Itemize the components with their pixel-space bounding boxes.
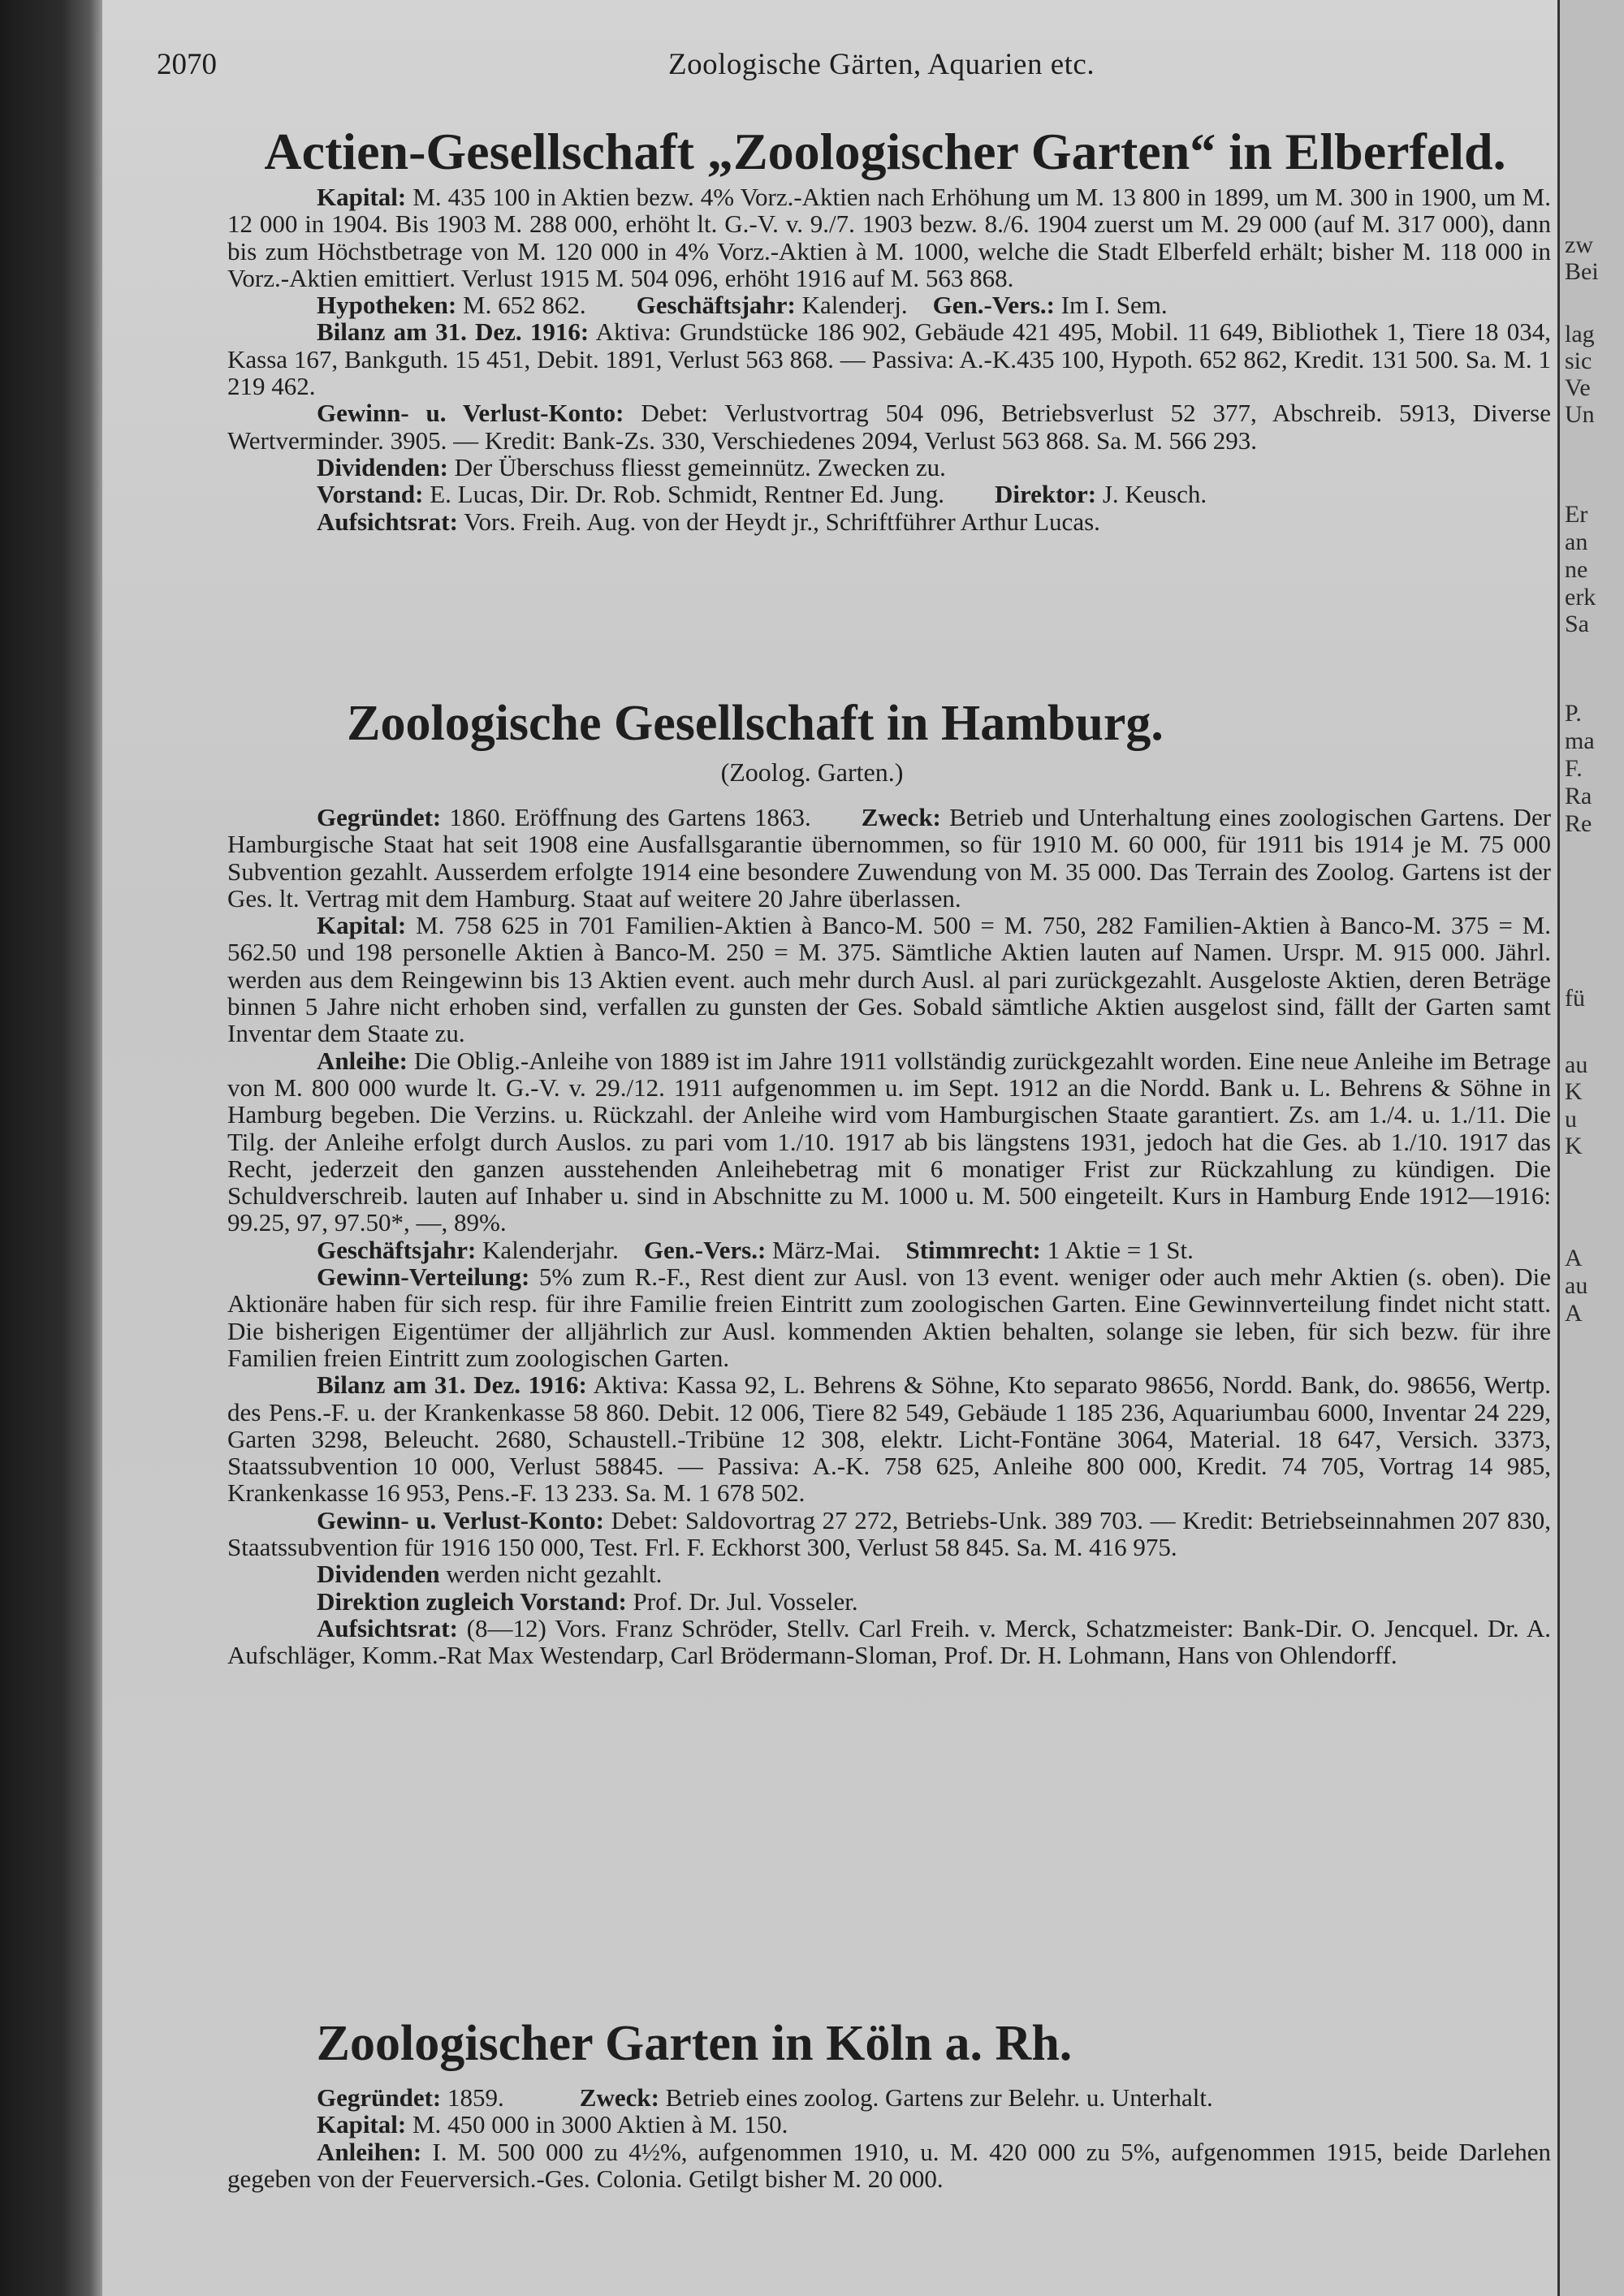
- label: Dividenden: [317, 1560, 440, 1589]
- label: Gegründet:: [317, 803, 442, 831]
- text: M. 758 625 in 701 Familien-Aktien à Banco-M. 500 = M. 750, 282 Familien-Aktien à Banco-M. 375 = M. 562.50 und 198 personelle Aktien à Banco-M. 250 = M. 375. Sämtliche Aktien lauten auf Namen. Urspr. M. 915 000. Jährl. werden aus dem Reingewinn bis 13 Aktien event. auch mehr durch Ausl. al pari zurückgezahlt. Ausgeloste Aktien, deren Beträge binnen 5 Jahre nicht erhoben sind, verfallen zu gunsten der Ges. Sobald sämtliche Aktien ausgelost sind, fällt der Garten samt Inventar dem Staate zu.: [227, 911, 1552, 1048]
- text: M. 435 100 in Aktien bezw. 4% Vorz.-Aktien nach Erhöhung um M. 13 800 in 1899, um M. 300 in 1900, um M. 12 000 in 1904. Bis 1903 M. 288 000, erhöht lt. G.-V. v. 9./7. 1903 bezw. 8./6. 1904 zuerst um M. 29 000 (auf M. 317 000), dann bis zum Höchstbetrage von M. 120 000 in 4% Vorz.-Aktien à M. 1000, welche die Stadt Elberfeld erhält; bisher M. 118 000 in Vorz.-Aktien emittiert. Verlust 1915 M. 504 096, erhöht 1916 auf M. 563 868.: [227, 183, 1551, 292]
- label: Hypotheken:: [317, 291, 457, 320]
- text: Prof. Dr. Jul. Vosseler.: [633, 1586, 858, 1616]
- text: 1 Aktie = 1 St.: [1047, 1235, 1194, 1264]
- adjacent-page-fragment: Re: [1565, 810, 1592, 837]
- adjacent-page-fragment: ne: [1565, 556, 1588, 583]
- text: M. 652 862.: [463, 291, 586, 320]
- label: Anleihen:: [317, 2137, 422, 2166]
- adjacent-page-fragment: lag: [1565, 321, 1595, 347]
- text: Im I. Sem.: [1060, 291, 1168, 320]
- label: Aufsichtsrat:: [317, 507, 458, 536]
- paragraph-bilanz: [227, 318, 1551, 399]
- text: Debet: Saldovortrag 27 272, Betriebs-Unk. 389 703. — Kredit: Betriebseinnahmen 207 830, Staatssubvention für 1916 150 000, Test. Frl. F. Eckhorst 300, Verlust 58 845. Sa. M. 416 975.: [227, 1505, 1552, 1562]
- label: Bilanz am 31. Dez. 1916:: [317, 1370, 587, 1400]
- adjacent-page-fragment: Ve: [1565, 374, 1591, 401]
- adjacent-page-fragment: Sa: [1565, 611, 1589, 637]
- text: I. M. 500 000 zu 4½%, aufgenommen 1910, u. M. 420 000 zu 5%, aufgenommen 1915, beide Darlehen gegeben von der Feuerversich.-Ges. Colonia. Getilgt bisher M. 20 000.: [227, 2137, 1551, 2193]
- adjacent-page-fragment: sic: [1565, 347, 1592, 374]
- text: Vors. Freih. Aug. von der Heydt jr., Schriftführer Arthur Lucas.: [464, 507, 1100, 536]
- label: Direktion zugleich Vorstand:: [317, 1586, 627, 1616]
- text: E. Lucas, Dir. Dr. Rob. Schmidt, Rentner Ed. Jung.: [430, 480, 944, 509]
- text: Debet: Verlustvortrag 504 096, Betriebsverlust 52 377, Abschreib. 5913, Diverse Wertverminder. 3905. — Kredit: Bank-Zs. 330, Verschiedenes 2094, Verlust 563 868. Sa. M. 566 293.: [227, 399, 1552, 455]
- book-spine-shadow: [0, 0, 102, 2296]
- label: Gewinn-Verteilung:: [317, 1262, 530, 1292]
- adjacent-page-edge: [1557, 0, 1624, 2296]
- text: März-Mai.: [772, 1235, 881, 1264]
- label: Geschäftsjahr:: [317, 1235, 477, 1264]
- text: 1859.: [447, 2083, 504, 2112]
- text: werden nicht gezahlt.: [446, 1560, 663, 1589]
- label: Geschäftsjahr:: [636, 291, 796, 320]
- paragraph-direktion: [227, 1588, 1551, 1615]
- label: Kapital:: [317, 2110, 407, 2139]
- paragraph-kapital: [227, 183, 1551, 291]
- paragraph-geschaeftsjahr: [227, 1236, 1551, 1263]
- text: Der Überschuss fliesst gemeinnütz. Zwecken zu.: [454, 452, 946, 481]
- adjacent-page-fragment: A: [1565, 1245, 1583, 1271]
- text: Aktiva: Grundstücke 186 902, Gebäude 421 495, Mobil. 11 649, Bibliothek 1, Tiere 18 034, Kassa 167, Bankguth. 15 451, Debit. 1891, Verlust 563 868. — Passiva: A.-K.435 100, Hypoth. 652 862, Kredit. 131 500. Sa. M. 1 219 462.: [227, 317, 1551, 401]
- text: J. Keusch.: [1102, 480, 1207, 509]
- label: Direktor:: [994, 480, 1097, 509]
- paragraph-aufsichtsrat: [227, 508, 1551, 535]
- label: Gegründet:: [317, 2083, 442, 2112]
- text: Kalenderj.: [801, 291, 908, 320]
- adjacent-page-fragment: ma: [1565, 727, 1595, 754]
- paragraph-anleihen: [227, 2138, 1551, 2193]
- label: Gewinn- u. Verlust-Konto:: [317, 399, 624, 428]
- section-body-hamburg: [227, 804, 1551, 1669]
- paragraph-gegruendet: [227, 804, 1551, 912]
- section-body-koeln: [227, 2084, 1551, 2192]
- adjacent-page-fragment: an: [1565, 529, 1588, 555]
- adjacent-page-fragment: F.: [1565, 755, 1583, 782]
- text: 5% zum R.-F., Rest dient zur Ausl. von 13 event. weniger oder auch mehr Aktien (s. oben). Die Aktionäre haben für sich resp. für ihre Familie freien Eintritt zum zoologischen Garten. Eine Gewinnverteilung findet nicht statt. Die bisherigen Eigentümer der alljährlich zur Ausl. kommenden Aktien behalten, solange sie leben, für sich bezw. für ihre Familien freien Eintritt zum zoologischen Garten.: [227, 1262, 1551, 1372]
- adjacent-page-fragment: Bei: [1565, 258, 1599, 285]
- adjacent-page-fragment: u: [1565, 1106, 1577, 1133]
- label: Gen.-Vers.:: [932, 291, 1055, 320]
- section-subtitle-hamburg: (Zoolog. Garten.): [720, 757, 904, 787]
- paragraph-dividenden: [227, 1560, 1551, 1587]
- label: Anleihe:: [317, 1046, 408, 1075]
- text: Betrieb eines zoolog. Gartens zur Belehr. u. Unterhalt.: [665, 2083, 1213, 2112]
- paragraph-vorstand: [227, 481, 1551, 507]
- label: Dividenden:: [317, 452, 448, 481]
- paragraph-guv: [227, 399, 1551, 454]
- paragraph-kapital: [227, 912, 1551, 1047]
- section-title-hamburg: Zoologische Gesellschaft in Hamburg.: [347, 696, 1164, 751]
- section-title-koeln: Zoologischer Garten in Köln a. Rh.: [316, 2016, 1073, 2071]
- page-number: 2070: [157, 48, 217, 81]
- section-title-elberfeld: Actien-Gesellschaft „Zoologischer Garten“ in Elberfeld.: [264, 123, 1506, 180]
- running-title: Zoologische Gärten, Aquarien etc.: [668, 48, 1095, 81]
- text: (8—12) Vors. Franz Schröder, Stellv. Carl Freih. v. Merck, Schatzmeister: Bank-Dir. O. Jencquel. Dr. A. Aufschläger, Komm.-Rat Max Westendarp, Carl Brödermann-Sloman, Prof. Dr. H. Lohmann, Hans von Ohlendorff.: [227, 1613, 1551, 1670]
- adjacent-page-fragment: P.: [1565, 700, 1582, 727]
- text: Kalenderjahr.: [482, 1235, 619, 1264]
- paragraph-gewinnverteilung: [227, 1263, 1551, 1371]
- paragraph-dividenden: [227, 454, 1551, 481]
- adjacent-page-fragment: au: [1565, 1051, 1588, 1078]
- label: Vorstand:: [317, 480, 424, 509]
- paragraph-kapital: [227, 2111, 1551, 2138]
- label: Kapital:: [317, 183, 407, 211]
- section-body-elberfeld: [227, 183, 1551, 535]
- text: Betrieb und Unterhaltung eines zoologischen Gartens. Der Hamburgische Staat hat seit 1908 eine Ausfallsgarantie übernommen, so für 1910 M. 60 000, für 1911 bis 1914 je M. 75 000 Subvention gezahlt. Ausserdem erfolgte 1914 eine besondere Zuwendung von M. 35 000. Das Terrain des Zoolog. Gartens ist der Ges. lt. Vertrag mit dem Hamburg. Staat auf weitere 20 Jahre überlassen.: [227, 803, 1552, 913]
- adjacent-page-fragment: au: [1565, 1272, 1588, 1299]
- paragraph-gegruendet: [227, 2084, 1551, 2111]
- text: M. 450 000 in 3000 Aktien à M. 150.: [412, 2110, 788, 2139]
- adjacent-page-fragment: Ra: [1565, 783, 1592, 809]
- adjacent-page-fragment: K: [1565, 1078, 1583, 1105]
- paragraph-guv: [227, 1507, 1551, 1561]
- adjacent-page-fragment: erk: [1565, 584, 1596, 611]
- adjacent-page-fragment: A: [1565, 1300, 1583, 1327]
- label: Bilanz am 31. Dez. 1916:: [317, 317, 590, 347]
- text: Aktiva: Kassa 92, L. Behrens & Söhne, Kto separato 98656, Nordd. Bank, do. 98656, Wertp. des Pens.-F. u. der Krankenkasse 58 860. Debit. 12 006, Tiere 82 549, Gebäude 1 185 236, Aquariumbau 6000, Inventar 24 229, Garten 3298, Beleucht. 2680, Schaustell.-Tribüne 12 308, elektr. Licht-Fontäne 3064, Material. 18 647, Versich. 3373, Staatssubvention 10 000, Verlust 58845. — Passiva: A.-K. 758 625, Anleihe 800 000, Kredit. 74 705, Vortrag 14 985, Krankenkasse 16 953, Pens.-F. 13 233. Sa. M. 1 678 502.: [227, 1370, 1551, 1508]
- label: Gen.-Vers.:: [643, 1235, 767, 1264]
- adjacent-page-fragment: K: [1565, 1133, 1583, 1159]
- text: Die Oblig.-Anleihe von 1889 ist im Jahre 1911 vollständig zurückgezahlt worden. Eine neue Anleihe im Betrage von M. 800 000 wurde lt. G.-V. v. 29./12. 1911 aufgenommen u. im Sept. 1912 an die Nordd. Bank u. L. Behrens & Söhne in Hamburg begeben. Die Verzins. u. Rückzahl. der Anleihe wird vom Hamburgischen Staate garantiert. Zs. am 1./4. u. 1./11. Die Tilg. der Anleihe erfolgt durch Auslos. zu pari vom 1./10. 1917 ab bis längstens 1931, jedoch hat die Ges. ab 1./10. 1917 das Recht, jederzeit den ganzen ausstehenden Anleihebetrag mit 6 monatiger Frist zur Rückzahlung zu kündigen. Die Schuldverschreib. lauten auf Inhaber u. sind in Abschnitte zu M. 1000 u. M. 500 eingeteilt. Kurs in Hamburg Ende 1912—1916: 99.25, 97, 97.50*, —, 89%.: [227, 1046, 1551, 1237]
- label: Zweck:: [579, 2083, 659, 2112]
- adjacent-page-fragment: zw: [1565, 231, 1593, 258]
- paragraph-bilanz: [227, 1371, 1551, 1506]
- label: Zweck:: [861, 803, 941, 831]
- label: Aufsichtsrat:: [317, 1613, 458, 1642]
- label: Stimmrecht:: [905, 1235, 1041, 1264]
- paragraph-anleihe: [227, 1047, 1551, 1236]
- label: Gewinn- u. Verlust-Konto:: [317, 1505, 604, 1534]
- adjacent-page-fragment: Er: [1565, 501, 1588, 528]
- adjacent-page-fragment: fü: [1565, 985, 1585, 1012]
- label: Kapital:: [317, 911, 407, 940]
- paragraph-aufsichtsrat: [227, 1615, 1551, 1669]
- paragraph-hypotheken: [227, 291, 1551, 318]
- adjacent-page-fragment: Un: [1565, 401, 1595, 428]
- text: 1860. Eröffnung des Gartens 1863.: [449, 803, 811, 831]
